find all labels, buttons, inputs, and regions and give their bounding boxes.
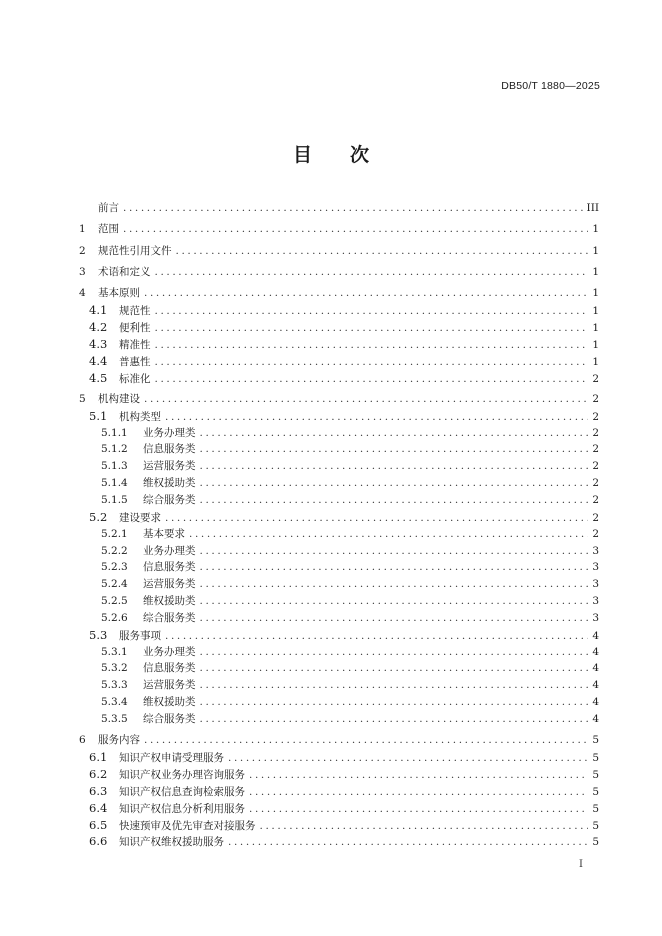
- dot-leader: [155, 303, 589, 320]
- dot-leader: [200, 441, 589, 458]
- dot-leader: [165, 628, 588, 645]
- toc-entry-label: 综合服务类: [143, 494, 196, 506]
- dot-leader: [144, 732, 588, 749]
- toc-entry-page: 1: [592, 266, 599, 279]
- toc-entry-page: 1: [592, 305, 599, 318]
- toc-entry-label: 规范性引用文件: [98, 244, 172, 257]
- toc-entry-page: 4: [592, 629, 599, 642]
- toc-entry[interactable]: [79, 336, 599, 353]
- toc-entry-label: 术语和定义: [98, 266, 151, 279]
- toc-entry-number: 5.2.4: [101, 578, 128, 591]
- toc-entry-label: 普惠性: [119, 355, 151, 368]
- dot-leader: [165, 409, 588, 426]
- toc-entry-page: 3: [592, 544, 599, 557]
- toc-entry-label: 维权援助类: [143, 595, 196, 608]
- toc-entry-number: 5.2.2: [101, 544, 128, 557]
- page-title: 目次: [292, 144, 407, 166]
- toc-entry-number: 4.3: [89, 336, 108, 351]
- dot-leader: [123, 200, 583, 217]
- toc-entry-number: 5.2.6: [101, 611, 128, 624]
- toc-entry-number: 5: [79, 392, 86, 405]
- toc-entry-number: 4.4: [89, 353, 108, 368]
- toc-entry[interactable]: [79, 766, 599, 783]
- toc-entry-label: 建设要求: [119, 511, 161, 524]
- toc-entry-label: 运营服务类: [143, 679, 196, 692]
- toc-entry-page: 3: [592, 611, 599, 624]
- dot-leader: [200, 559, 589, 576]
- toc-entry[interactable]: [79, 543, 599, 560]
- toc-entry-label: 规范性: [119, 305, 151, 318]
- toc-entry-page: 2: [592, 460, 599, 473]
- dot-leader: [249, 801, 588, 818]
- toc-entry-page: 2: [592, 372, 599, 385]
- toc-entry[interactable]: [79, 749, 599, 766]
- toc-entry-page: 1: [592, 287, 599, 300]
- dot-leader: [176, 243, 589, 260]
- toc-entry-page: 2: [592, 494, 599, 506]
- dot-leader: [200, 644, 589, 661]
- toc-entry-number: 5.1.3: [101, 460, 128, 473]
- toc-entry-page: 2: [592, 511, 599, 524]
- toc-entry-page: 4: [592, 662, 599, 675]
- toc-entry[interactable]: [79, 458, 599, 475]
- toc-entry-number: 6.6: [89, 834, 108, 849]
- toc-entry-page: III: [586, 202, 599, 214]
- toc-entry[interactable]: [79, 391, 599, 408]
- toc-entry-page: 5: [592, 734, 599, 747]
- dot-leader: [200, 711, 589, 728]
- toc-entry-label: 服务事项: [119, 629, 161, 642]
- toc-entry-number: 6: [79, 734, 86, 747]
- toc-entry-page: 5: [592, 769, 599, 781]
- dot-leader: [200, 677, 589, 694]
- dot-leader: [155, 337, 589, 354]
- dot-leader: [200, 576, 589, 593]
- toc-entry[interactable]: [79, 200, 599, 217]
- toc-entry-number: 5.2.1: [101, 527, 128, 540]
- toc-entry-number: 5.1.4: [101, 477, 128, 490]
- toc-entry-page: 4: [592, 696, 599, 709]
- toc-entry-page: 5: [592, 785, 599, 798]
- dot-leader: [249, 767, 588, 784]
- toc-entry-label: 知识产权信息分析利用服务: [119, 802, 245, 815]
- toc-entry[interactable]: [79, 475, 599, 492]
- toc-entry[interactable]: [79, 627, 599, 644]
- document-code: DB50/T 1880—2025: [501, 80, 600, 92]
- toc-entry[interactable]: [79, 243, 599, 260]
- toc-entry-label: 业务办理类: [143, 645, 196, 658]
- toc-entry-label: 运营服务类: [143, 460, 196, 473]
- toc-entry-number: 5.3: [89, 627, 108, 642]
- dot-leader: [155, 354, 589, 371]
- dot-leader: [123, 221, 588, 238]
- toc-entry[interactable]: [79, 644, 599, 661]
- toc-entry-label: 信息服务类: [143, 662, 196, 675]
- toc-entry-page: 1: [592, 322, 599, 335]
- toc-entry[interactable]: [79, 526, 599, 543]
- toc-entry-number: 5.1: [89, 408, 108, 423]
- toc-entry[interactable]: [79, 441, 599, 458]
- toc-entry-label: 机构类型: [119, 410, 161, 423]
- toc-entry-number: 5.1.2: [101, 443, 128, 456]
- dot-leader: [200, 694, 589, 711]
- toc-entry-label: 基本原则: [98, 287, 140, 300]
- toc-entry-label: 运营服务类: [143, 578, 196, 591]
- toc-entry-label: 维权援助类: [143, 696, 196, 709]
- dot-leader: [200, 458, 589, 475]
- toc-entry-page: 1: [592, 244, 599, 257]
- toc-entry-page: 2: [592, 527, 599, 540]
- toc-entry-number: 4.1: [89, 303, 108, 318]
- toc-entry-page: 5: [592, 836, 599, 849]
- page-number: I: [579, 859, 583, 870]
- toc-entry-label: 知识产权维权援助服务: [119, 836, 224, 849]
- table-of-contents: [79, 200, 599, 850]
- toc-entry[interactable]: [79, 817, 599, 834]
- dot-leader: [200, 593, 589, 610]
- toc-entry-number: 3: [79, 266, 86, 279]
- toc-entry-number: 4: [79, 287, 86, 300]
- toc-entry[interactable]: [79, 800, 599, 817]
- toc-entry-label: 知识产权信息查询检索服务: [119, 785, 245, 798]
- toc-entry-label: 标准化: [119, 372, 151, 385]
- toc-entry-number: 5.1.1: [101, 426, 128, 439]
- toc-entry-page: 1: [592, 338, 599, 351]
- dot-leader: [200, 543, 589, 560]
- toc-entry-number: 5.2.3: [101, 561, 128, 574]
- dot-leader: [200, 492, 589, 509]
- toc-entry[interactable]: [79, 302, 599, 319]
- toc-entry-number: 5.3.3: [101, 679, 128, 692]
- toc-entry-number: 5.3.4: [101, 696, 128, 709]
- toc-entry[interactable]: [79, 660, 599, 677]
- dot-leader: [155, 320, 589, 337]
- toc-entry[interactable]: [79, 509, 599, 526]
- toc-entry-label: 前言: [98, 202, 119, 214]
- toc-entry-number: 4.2: [89, 320, 108, 335]
- toc-entry[interactable]: [79, 319, 599, 336]
- toc-entry-number: 5.1.5: [101, 494, 128, 506]
- dot-leader: [228, 834, 588, 851]
- toc-entry-label: 服务内容: [98, 734, 140, 747]
- dot-leader: [144, 285, 588, 302]
- toc-entry[interactable]: [79, 425, 599, 442]
- toc-entry-label: 知识产权申请受理服务: [119, 752, 224, 765]
- toc-entry[interactable]: [79, 559, 599, 576]
- toc-entry-number: 5.2.5: [101, 595, 128, 608]
- toc-entry-label: 综合服务类: [143, 712, 196, 725]
- toc-entry-label: 精准性: [119, 338, 151, 351]
- toc-entry[interactable]: [79, 370, 599, 387]
- toc-entry-page: 5: [592, 802, 599, 815]
- toc-entry-label: 基本要求: [143, 527, 185, 540]
- toc-entry-page: 3: [592, 561, 599, 574]
- toc-entry-label: 快速预审及优先审查对接服务: [119, 819, 256, 832]
- dot-leader: [260, 818, 589, 835]
- toc-entry-number: 6.5: [89, 817, 108, 832]
- dot-leader: [228, 750, 588, 767]
- toc-entry[interactable]: [79, 694, 599, 711]
- toc-entry[interactable]: [79, 610, 599, 627]
- toc-entry-page: 4: [592, 712, 599, 725]
- toc-entry-page: 4: [592, 679, 599, 692]
- toc-entry-number: 1: [79, 223, 86, 236]
- toc-entry-number: 4.5: [89, 370, 108, 385]
- toc-entry[interactable]: [79, 353, 599, 370]
- toc-entry-page: 2: [592, 392, 599, 405]
- toc-entry-number: 6.2: [89, 767, 108, 781]
- toc-entry-page: 5: [592, 752, 599, 765]
- toc-entry[interactable]: [79, 833, 599, 850]
- toc-entry-label: 机构建设: [98, 392, 140, 405]
- toc-entry-number: 5.3.1: [101, 645, 128, 658]
- dot-leader: [155, 371, 589, 388]
- toc-entry[interactable]: [79, 783, 599, 800]
- toc-entry-label: 业务办理类: [143, 426, 196, 439]
- toc-entry[interactable]: [79, 221, 599, 238]
- toc-entry-label: 知识产权业务办理咨询服务: [119, 769, 245, 781]
- toc-entry-page: 2: [592, 443, 599, 456]
- toc-entry[interactable]: [79, 264, 599, 281]
- toc-entry-label: 范围: [98, 223, 119, 236]
- toc-entry-number: 5.3.5: [101, 712, 128, 725]
- dot-leader: [200, 660, 589, 677]
- dot-leader: [200, 425, 589, 442]
- toc-entry-number: 5.2: [89, 509, 108, 524]
- toc-entry-page: 4: [592, 645, 599, 658]
- toc-entry-page: 1: [592, 223, 599, 236]
- toc-entry-label: 信息服务类: [143, 561, 196, 574]
- toc-entry[interactable]: [79, 677, 599, 694]
- dot-leader: [200, 610, 589, 627]
- toc-entry-number: 6.4: [89, 800, 108, 815]
- toc-entry[interactable]: [79, 492, 599, 509]
- toc-entry[interactable]: [79, 576, 599, 593]
- toc-entry-number: 6.3: [89, 783, 108, 798]
- toc-entry[interactable]: [79, 732, 599, 749]
- toc-entry-page: 3: [592, 578, 599, 591]
- toc-entry-page: 5: [592, 819, 599, 832]
- toc-entry-page: 2: [592, 410, 599, 423]
- toc-entry-label: 便利性: [119, 322, 151, 335]
- dot-leader: [165, 510, 588, 527]
- toc-entry[interactable]: [79, 711, 599, 728]
- dot-leader: [144, 391, 588, 408]
- toc-entry-page: 2: [592, 477, 599, 490]
- toc-entry-number: 5.3.2: [101, 662, 128, 675]
- toc-entry-number: 6.1: [89, 750, 108, 765]
- dot-leader: [200, 475, 589, 492]
- toc-entry-label: 信息服务类: [143, 443, 196, 456]
- toc-entry[interactable]: [79, 593, 599, 610]
- toc-entry[interactable]: [79, 285, 599, 302]
- dot-leader: [249, 784, 588, 801]
- toc-entry-page: 3: [592, 595, 599, 608]
- toc-entry-label: 维权援助类: [143, 477, 196, 490]
- dot-leader: [155, 264, 589, 281]
- dot-leader: [189, 526, 588, 543]
- toc-entry-page: 2: [592, 426, 599, 439]
- toc-entry-page: 1: [592, 355, 599, 368]
- toc-entry-label: 业务办理类: [143, 544, 196, 557]
- toc-entry-label: 综合服务类: [143, 611, 196, 624]
- toc-entry[interactable]: [79, 408, 599, 425]
- toc-entry-number: 2: [79, 244, 86, 257]
